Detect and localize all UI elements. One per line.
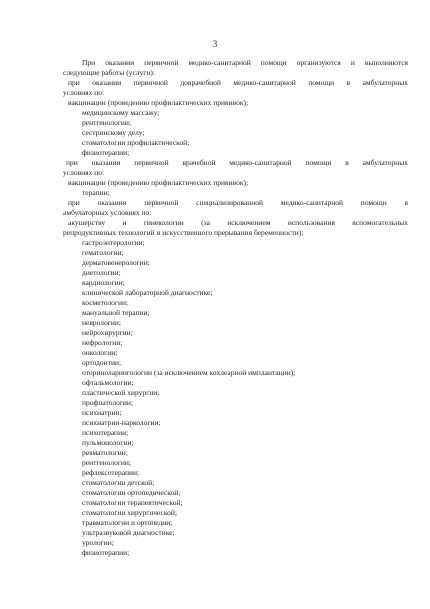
list-item: диетологии; (82, 268, 121, 277)
list-item: кардиологии; (82, 278, 125, 287)
obstetrics-line-2: репродуктивных технологий и искусственного прерывания беременности); (63, 228, 304, 237)
list-item: клинической лабораторной диагностике; (82, 288, 213, 297)
list-item: офтальмологии; (82, 378, 134, 387)
section-heading-line-1: при оказании первичной специализированной медико-санитарной помощи в (68, 198, 408, 207)
list-item: ревматологии; (82, 448, 128, 457)
list-item: психотерапии; (82, 428, 129, 437)
list-item: онкологии; (82, 348, 118, 357)
list-item: стоматологии терапевтической; (82, 498, 183, 507)
list-item: рентгенологии; (82, 118, 132, 127)
intro-line-2: следующие работы (услуги): (63, 68, 155, 77)
section-heading-line-2: амбулаторных условиях по: (63, 208, 152, 217)
list-item: мануальной терапии; (82, 308, 150, 317)
list-item: физиотерапии; (82, 548, 130, 557)
list-item: профпатологии; (82, 398, 134, 407)
section-heading-line-1: при оказании первичной доврачебной медико-санитарной помощи в амбулаторных (68, 78, 408, 87)
list-item: рентгенологии; (82, 458, 132, 467)
list-item: стоматологии хирургической; (82, 508, 177, 517)
page-number: 3 (212, 39, 218, 49)
list-item: косметологии; (82, 298, 129, 307)
list-item: физиотерапии; (82, 148, 130, 157)
list-item: психиатрии-наркологии; (82, 418, 161, 427)
list-item: неврологии; (82, 318, 121, 327)
list-item: травматологии и ортопедии; (82, 518, 173, 527)
list-item: пульмонологии; (82, 438, 134, 447)
list-item: медицинскому массажу; (82, 108, 160, 117)
list-item: урологии; (82, 538, 114, 547)
obstetrics-line-1: акушерству и гинекологии (за исключением использования вспомогательных (68, 218, 408, 227)
list-item: сестринскому делу; (82, 128, 145, 137)
section-heading-line-1: при оказании первичной врачебной медико-санитарной помощи в амбулаторных (66, 158, 408, 167)
list-item: ортодонтии; (82, 358, 122, 367)
list-item: дерматовенерологии; (82, 258, 150, 267)
list-item: стоматологии ортопедической; (82, 488, 181, 497)
list-item: психиатрии; (82, 408, 122, 417)
list-item: пластической хирургии; (82, 388, 160, 397)
section-heading-line-2: условиях по: (63, 168, 105, 177)
list-item: гастроэнтерологии; (82, 238, 145, 247)
list-item: оториноларингологии (за исключением кохлеарной имплантации); (82, 368, 296, 377)
list-item: нейрохирургии; (82, 328, 133, 337)
list-item: вакцинации (проведению профилактических прививок); (68, 178, 249, 187)
list-item: нефрологии; (82, 338, 123, 347)
list-item: ультразвуковой диагностике; (82, 528, 175, 537)
intro-line-1: При оказании первичной медико-санитарной помощи организуются и выполняются (82, 58, 408, 67)
list-item: стоматологии профилактической; (82, 138, 190, 147)
list-item: вакцинации (проведению профилактических прививок); (68, 98, 249, 107)
list-item: рефлексотерапии; (82, 468, 140, 477)
list-item: гематологии; (82, 248, 124, 257)
section-heading-line-2: условиях по: (63, 88, 105, 97)
list-item: терапии; (82, 188, 110, 197)
list-item: стоматологии детской; (82, 478, 155, 487)
